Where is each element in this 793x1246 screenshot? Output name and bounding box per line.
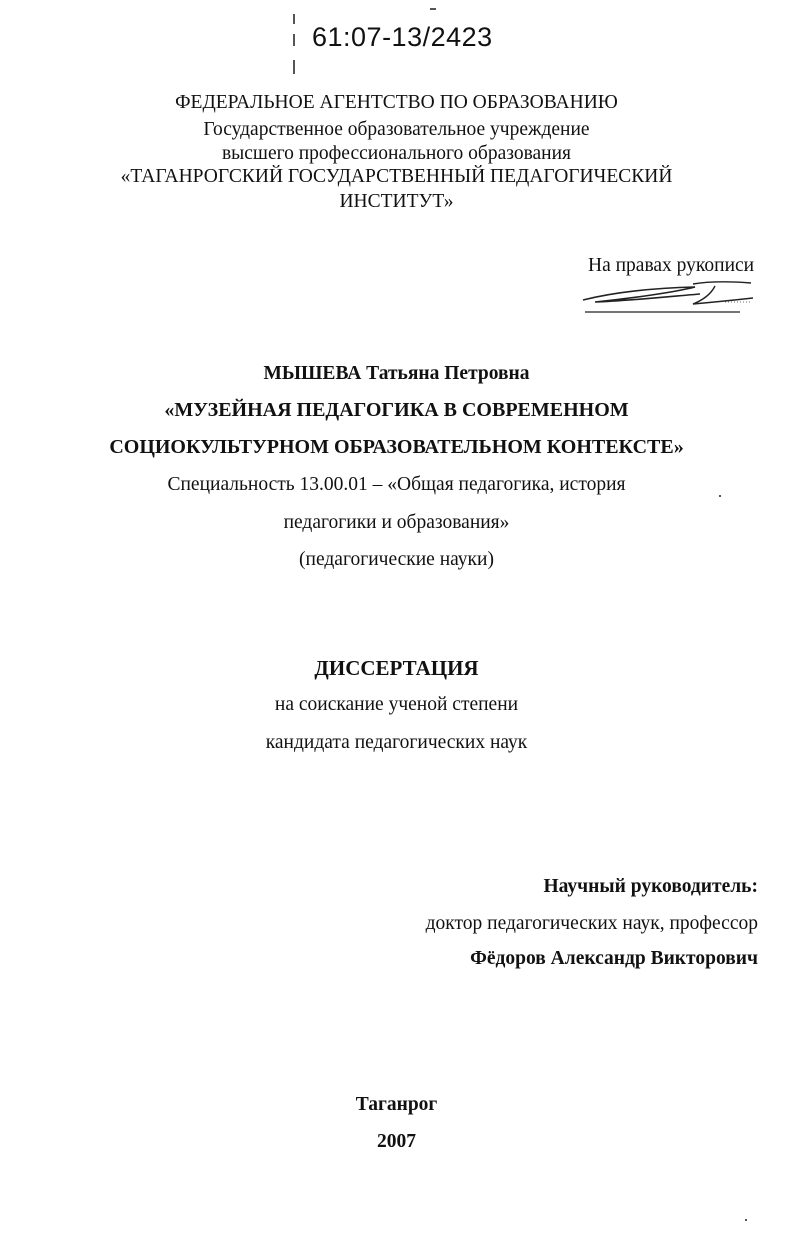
stamp-mark — [293, 34, 295, 46]
dissertation-title-line1: «МУЗЕЙНАЯ ПЕДАГОГИКА В СОВРЕМЕННОМ — [164, 399, 629, 421]
specialty-line1: Специальность 13.00.01 – «Общая педагогика, история — [167, 474, 626, 495]
degree-line1: на соискание ученой степени — [274, 694, 519, 715]
work-type-heading: ДИССЕРТАЦИЯ — [314, 656, 479, 680]
supervisor-name: Фёдоров Александр Викторович — [470, 948, 758, 969]
agency-name: ФЕДЕРАЛЬНОЕ АГЕНТСТВО ПО ОБРАЗОВАНИЮ — [175, 92, 618, 113]
stamp-mark — [430, 8, 436, 10]
dissertation-title-line2: СОЦИОКУЛЬТУРНОМ ОБРАЗОВАТЕЛЬНОМ КОНТЕКСТЕ» — [109, 436, 684, 458]
year: 2007 — [377, 1131, 416, 1152]
author-name: МЫШЕВА Татьяна Петровна — [263, 363, 530, 384]
scan-dot — [745, 1219, 747, 1221]
archive-stamp-code: 61:07-13/2423 — [312, 22, 493, 52]
supervisor-title: доктор педагогических наук, профессор — [425, 913, 758, 934]
city: Таганрог — [355, 1094, 438, 1115]
stamp-mark — [293, 60, 295, 74]
degree-line2: кандидата педагогических наук — [265, 732, 528, 753]
stamp-mark — [293, 14, 295, 24]
scan-dot — [719, 495, 721, 497]
manuscript-note: На правах рукописи — [588, 255, 755, 276]
specialty-line2: педагогики и образования» — [283, 512, 510, 533]
institution-type-line1: Государственное образовательное учреждение — [203, 119, 590, 140]
institution-name-line1: «ТАГАНРОГСКИЙ ГОСУДАРСТВЕННЫЙ ПЕДАГОГИЧЕСКИЙ — [120, 166, 673, 187]
institution-type-line2: высшего профессионального образования — [221, 143, 572, 164]
specialty-line3: (педагогические науки) — [299, 549, 494, 570]
institution-name-line2: ИНСТИТУТ» — [339, 191, 454, 212]
signature-image — [575, 278, 755, 318]
supervisor-label: Научный руководитель: — [543, 876, 758, 897]
